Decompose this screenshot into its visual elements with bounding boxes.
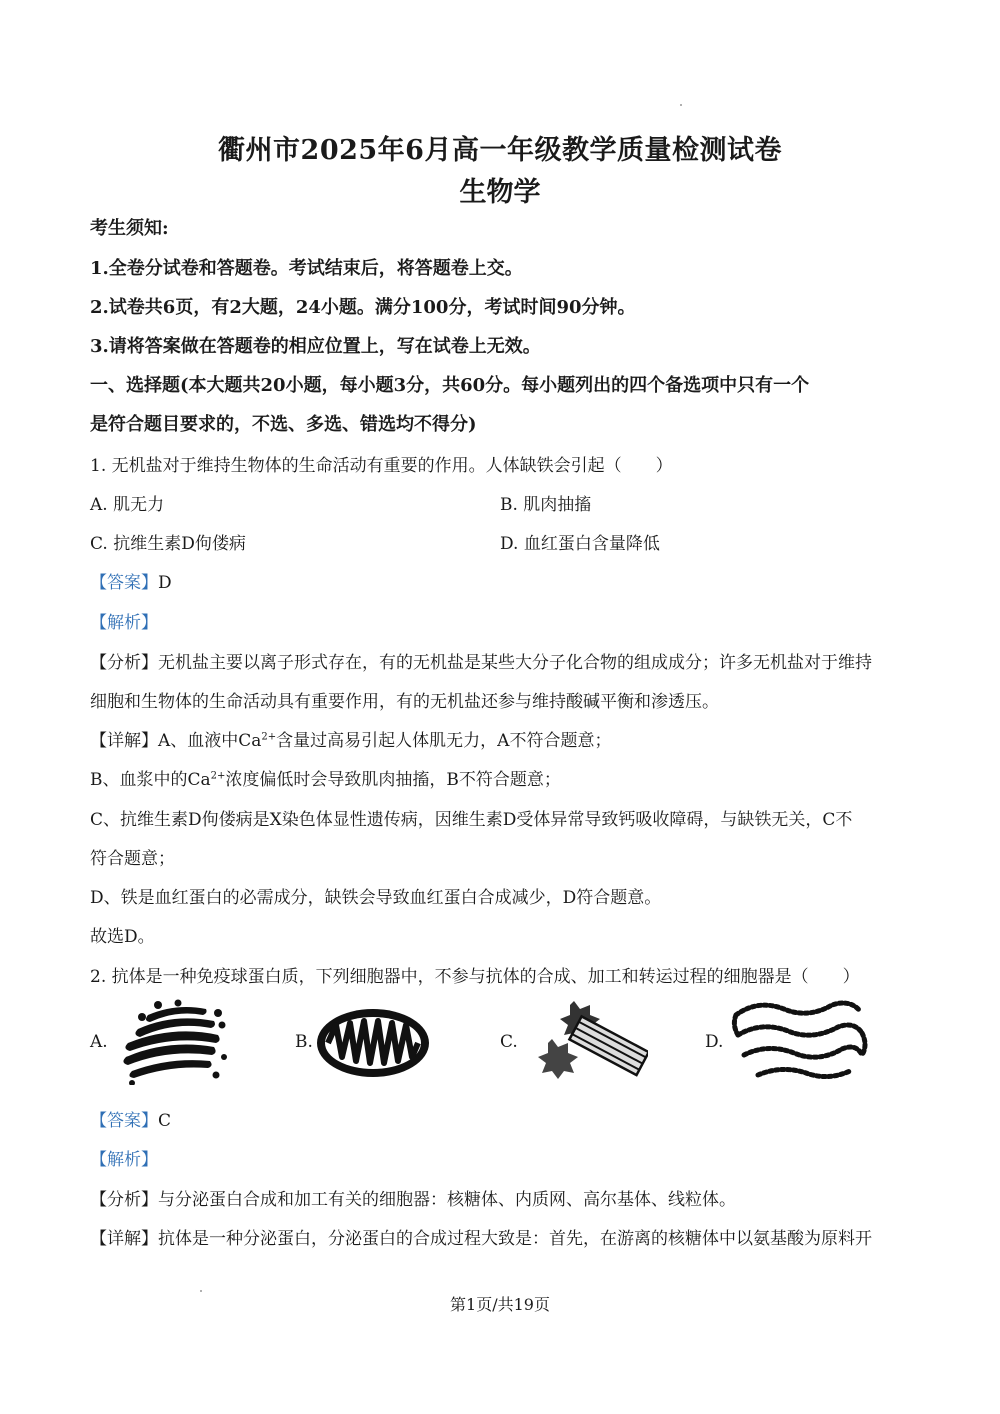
q1-detail-b: B、血浆中的$Ca^{2+}$浓度偏低时会导致肌肉抽搐，B不符合题意； [90, 770, 561, 790]
fenxi-tag: 【分析】 [90, 653, 158, 673]
q1-answer-value: D [158, 573, 172, 593]
detail-tag: 【详解】 [90, 1229, 158, 1249]
q1-detail-c-line2: 符合题意； [90, 849, 175, 869]
q1-fenxi-line1: 【分析】无机盐主要以离子形式存在，有的无机盐是某些大分子化合物的组成成分；许多无机盐对于维持 [90, 653, 872, 673]
notice-item-2: 2.试卷共6页，有2大题，24小题。满分100分，考试时间90分钟。 [90, 297, 636, 318]
q2-option-b-label: B. [295, 1032, 313, 1052]
centriole-icon [528, 995, 648, 1085]
q2-answer-value: C [158, 1111, 172, 1131]
detail-tag: 【详解】 [90, 731, 158, 751]
mitochondrion-icon [312, 995, 434, 1085]
q1-detail-c-line1: C、抗维生素D佝偻病是X染色体显性遗传病，因维生素D受体异常导致钙吸收障碍，与缺铁无关，C不 [90, 810, 853, 830]
section-heading-line2: 是符合题目要求的，不选、多选、错选均不得分) [90, 414, 477, 435]
page-number: 第1页/共19页 [450, 1295, 550, 1314]
q2-fenxi: 【分析】与分泌蛋白合成和加工有关的细胞器：核糖体、内质网、高尔基体、线粒体。 [90, 1190, 736, 1210]
exam-title: 衢州市2025年6月高一年级教学质量检测试卷 [218, 135, 782, 166]
q1-answer [90, 568, 172, 593]
q2-detail: 【详解】抗体是一种分泌蛋白，分泌蛋白的合成过程大致是：首先，在游离的核糖体中以氨基酸为原料开 [90, 1229, 872, 1249]
q1-option-c: C. 抗维生素D佝偻病 [90, 534, 246, 554]
q2-option-c-label: C. [500, 1032, 518, 1052]
fenxi-tag: 【分析】 [90, 1190, 158, 1210]
q2-option-a-label: A. [90, 1032, 108, 1052]
q1-analysis-tag: 【解析】 [90, 613, 158, 633]
notice-item-1: 1.全卷分试卷和答题卷。考试结束后，将答题卷上交。 [90, 258, 523, 279]
exam-subject: 生物学 [459, 177, 541, 208]
q2-answer [90, 1106, 171, 1131]
golgi-apparatus-icon [118, 995, 228, 1085]
notice-heading: 考生须知: [90, 218, 169, 239]
answer-tag: 【答案】 [90, 573, 158, 593]
q2-option-d-label: D. [705, 1032, 724, 1052]
q1-conclusion: 故选D。 [90, 927, 155, 947]
section-heading-line1: 一、选择题(本大题共20小题，每小题3分，共60分。每小题列出的四个备选项中只有一个 [90, 375, 810, 396]
q1-detail-d: D、铁是血红蛋白的必需成分，缺铁会导致血红蛋白合成减少，D符合题意。 [90, 888, 662, 908]
q1-option-d: D. 血红蛋白含量降低 [500, 534, 660, 554]
answer-tag: 【答案】 [90, 1111, 158, 1131]
endoplasmic-reticulum-icon [728, 995, 868, 1085]
scan-speck [680, 104, 682, 106]
q1-option-a: A. 肌无力 [90, 495, 165, 515]
q2-analysis-tag: 【解析】 [90, 1150, 158, 1170]
q1-fenxi-line2: 细胞和生物体的生命活动具有重要作用，有的无机盐还参与维持酸碱平衡和渗透压。 [90, 692, 719, 712]
q1-stem: 1. 无机盐对于维持生物体的生命活动有重要的作用。人体缺铁会引起（ ） [90, 456, 673, 476]
q1-option-b: B. 肌肉抽搐 [500, 495, 592, 515]
q1-detail-a: 【详解】A、血液中$Ca^{2+}$含量过高易引起人体肌无力，A不符合题意； [90, 731, 612, 751]
notice-item-3: 3.请将答案做在答题卷的相应位置上，写在试卷上无效。 [90, 336, 541, 357]
q2-stem: 2. 抗体是一种免疫球蛋白质，下列细胞器中，不参与抗体的合成、加工和转运过程的细胞器是（ ） [90, 967, 860, 987]
